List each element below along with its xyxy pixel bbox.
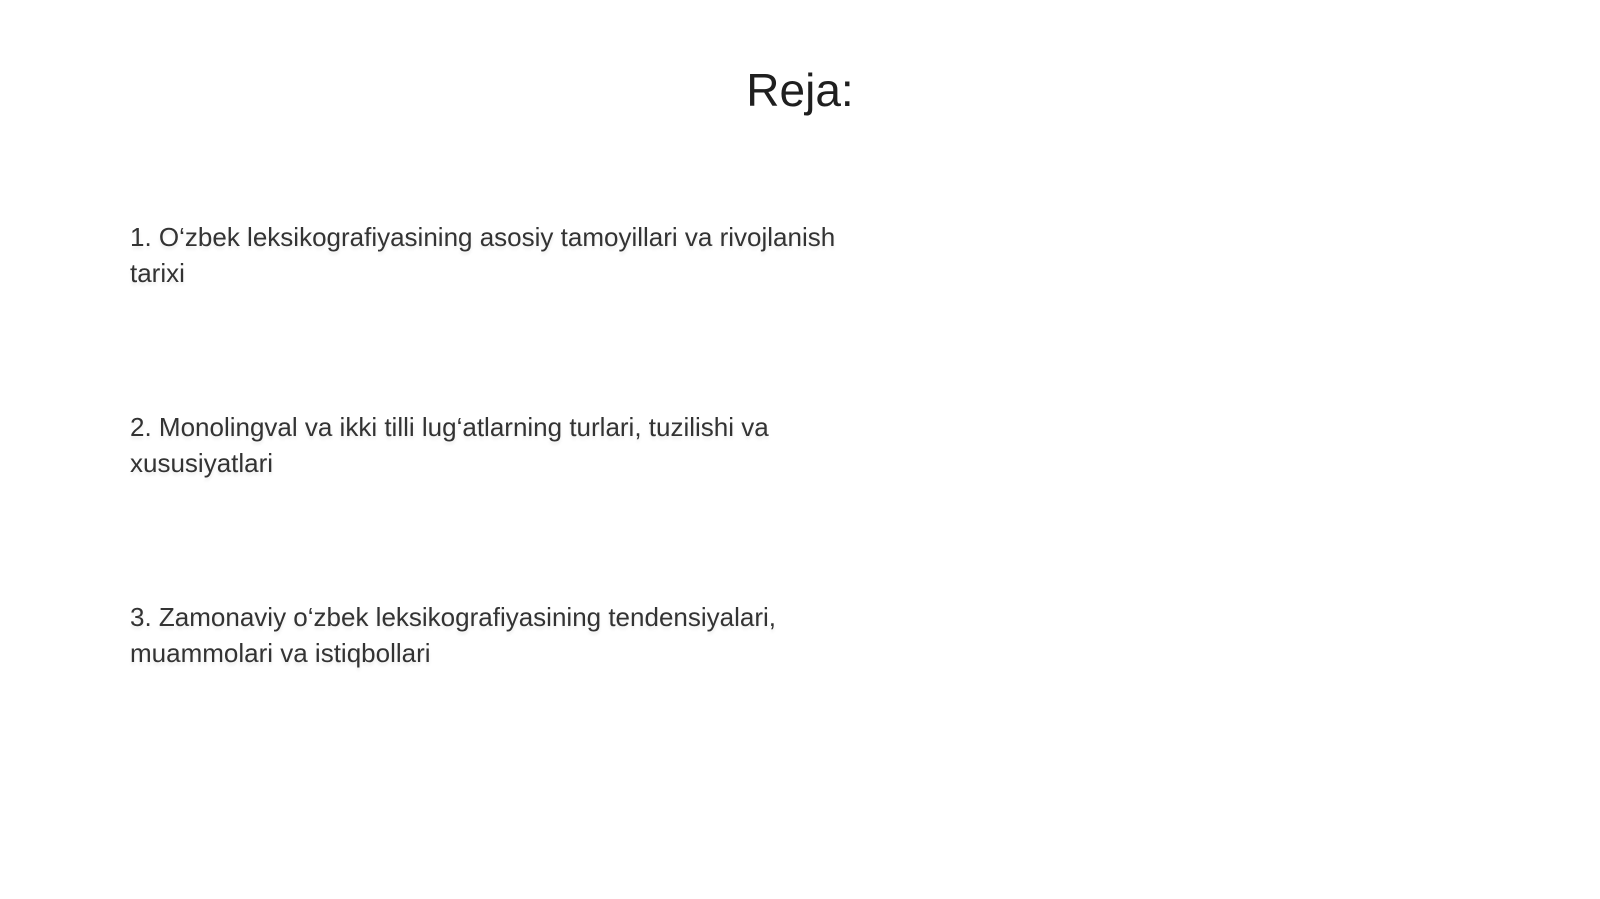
slide-title: Reja: (746, 64, 854, 116)
plan-item-2: 2. Monolingval va ikki tilli lug‘atlarning turlari, tuzilishi va xususiyatlari (130, 412, 769, 478)
plan-item-3: 3. Zamonaviy o‘zbek leksikografiyasining tendensiyalari, muammolari va istiqbollari (130, 602, 776, 668)
plan-item-1: 1. O‘zbek leksikografiyasining asosiy tamoyillari va rivojlanish tarixi (130, 222, 836, 288)
